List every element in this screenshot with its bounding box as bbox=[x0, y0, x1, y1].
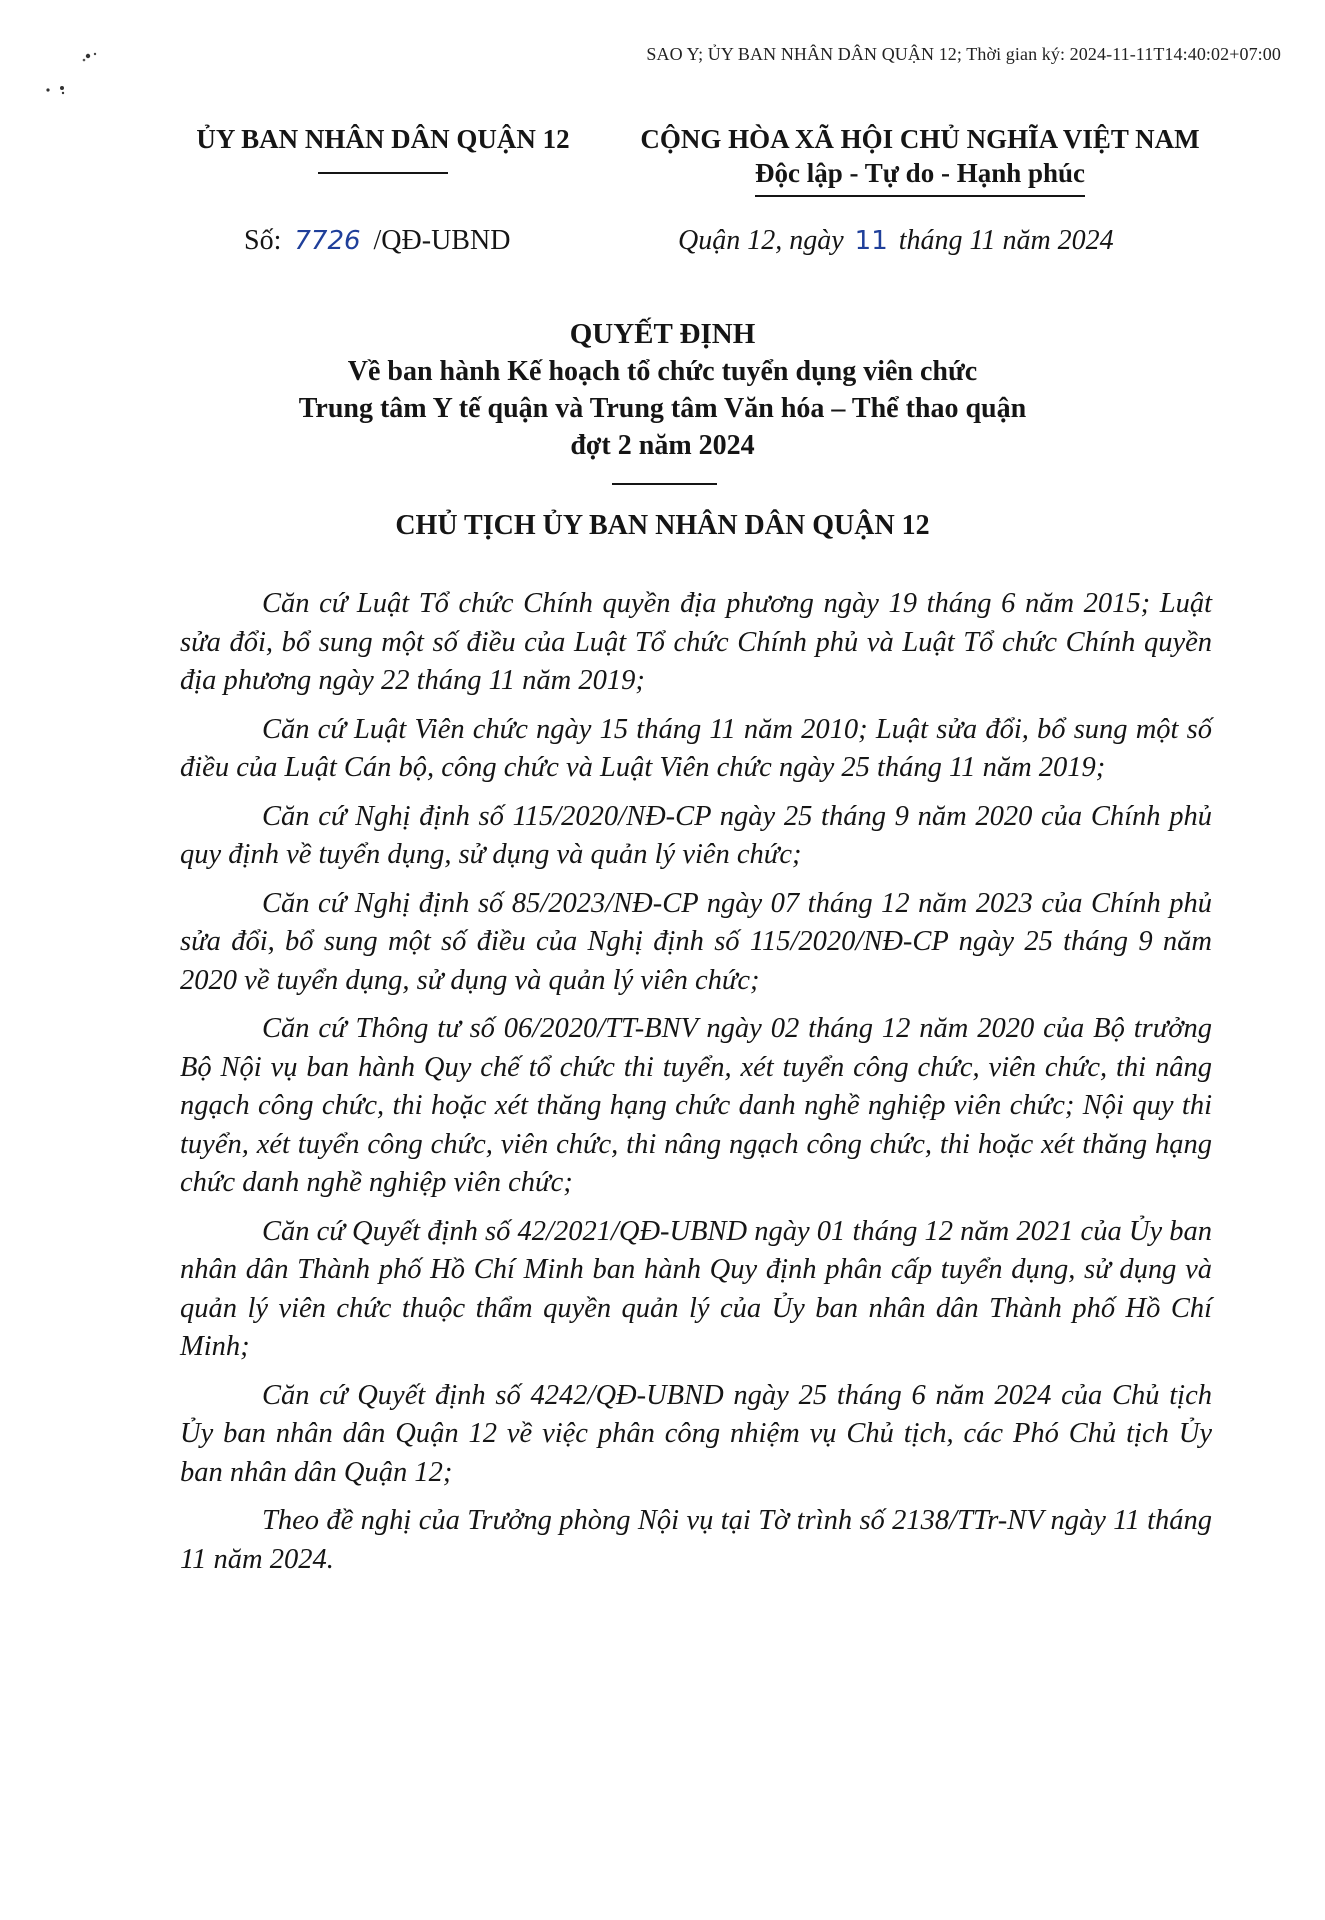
issuer-heading: CHỦ TỊCH ỦY BAN NHÂN DÂN QUẬN 12 bbox=[395, 510, 930, 541]
place-date-after: tháng 11 năm 2024 bbox=[898, 225, 1114, 256]
document-kind: QUYẾT ĐỊNH bbox=[569, 318, 756, 350]
doc-number-handwritten: 7726 bbox=[294, 226, 361, 256]
decision-title bbox=[150, 316, 1175, 464]
basis-paragraph: Căn cứ Nghị định số 85/2023/NĐ-CP ngày 07 tháng 12 năm 2023 của Chính phủ sửa đổi, bổ sung một số điều của Nghị định số 115/2020/NĐ-CP ngày 25 tháng 9 năm 2020 về tuyển dụng, sử dụng và quản lý viên chức; bbox=[180, 887, 1212, 996]
place-date-before: Quận 12, ngày bbox=[678, 225, 844, 256]
doc-number-prefix: Số: bbox=[244, 225, 282, 256]
place-and-date bbox=[678, 225, 1114, 257]
basis-paragraph: Căn cứ Luật Viên chức ngày 15 tháng 11 năm 2010; Luật sửa đổi, bổ sung một số điều của Luật Cán bộ, công chức và Luật Viên chức ngày 25 tháng 11 năm 2019; bbox=[180, 713, 1212, 783]
national-motto: Độc lập - Tự do - Hạnh phúc bbox=[755, 156, 1085, 197]
basis-paragraph: Căn cứ Quyết định số 42/2021/QĐ-UBND ngày 01 tháng 12 năm 2021 của Ủy ban nhân dân Thành phố Hồ Chí Minh ban hành Quy định phân cấp tuyển dụng, sử dụng và quản lý viên chức thuộc thẩm quyền quản lý của Ủy ban nhân dân Thành phố Hồ Chí Minh; bbox=[180, 1215, 1212, 1362]
basis-paragraph: Căn cứ Nghị định số 115/2020/NĐ-CP ngày 25 tháng 9 năm 2020 của Chính phủ quy định về tuyển dụng, sử dụng và quản lý viên chức; bbox=[180, 800, 1212, 870]
legal-basis bbox=[180, 585, 1212, 1589]
national-header bbox=[600, 122, 1240, 197]
doc-number-suffix: /QĐ-UBND bbox=[373, 225, 511, 256]
nation-name: CỘNG HÒA XÃ HỘI CHỦ NGHĨA VIỆT NAM bbox=[640, 124, 1200, 154]
title-line-1: Về ban hành Kế hoạch tổ chức tuyển dụng viên chức bbox=[347, 356, 978, 387]
scan-specks bbox=[40, 48, 110, 108]
title-underline bbox=[612, 483, 717, 485]
authority-underline bbox=[318, 172, 448, 174]
title-line-2: Trung tâm Y tế quận và Trung tâm Văn hóa – Thể thao quận bbox=[298, 393, 1027, 424]
basis-paragraph: Theo đề nghị của Trưởng phòng Nội vụ tại Tờ trình số 2138/TTr-NV ngày 11 tháng 11 năm 2024. bbox=[180, 1505, 1212, 1575]
document-number bbox=[244, 225, 510, 257]
date-day-handwritten: 11 bbox=[854, 226, 888, 256]
title-line-3: đợt 2 năm 2024 bbox=[570, 430, 755, 461]
digital-signature-stamp: SAO Y; ỦY BAN NHÂN DÂN QUẬN 12; Thời gian ký: 2024-11-11T14:40:02+07:00 bbox=[646, 44, 1281, 64]
basis-paragraph: Căn cứ Luật Tổ chức Chính quyền địa phương ngày 19 tháng 6 năm 2015; Luật sửa đổi, bổ sung một số điều của Luật Tổ chức Chính phủ và Luật Tổ chức Chính quyền địa phương ngày 22 tháng 11 năm 2019; bbox=[180, 588, 1212, 696]
basis-paragraph: Căn cứ Quyết định số 4242/QĐ-UBND ngày 25 tháng 6 năm 2024 của Chủ tịch Ủy ban nhân dân Quận 12 về việc phân công nhiệm vụ Chủ tịch, các Phó Chủ tịch Ủy ban nhân dân Quận 12; bbox=[180, 1379, 1212, 1488]
basis-paragraph: Căn cứ Thông tư số 06/2020/TT-BNV ngày 02 tháng 12 năm 2020 của Bộ trưởng Bộ Nội vụ ban hành Quy chế tổ chức thi tuyển, xét tuyển công chức, viên chức, thi nâng ngạch công chức, thi hoặc xét thăng hạng chức danh nghề nghiệp viên chức; Nội quy thi tuyển, xét tuyển công chức, viên chức, thi nâng ngạch công chức, thi hoặc xét thăng hạng chức danh nghề nghiệp viên chức; bbox=[180, 1013, 1212, 1198]
issuing-authority: ỦY BAN NHÂN DÂN QUẬN 12 bbox=[196, 124, 570, 154]
